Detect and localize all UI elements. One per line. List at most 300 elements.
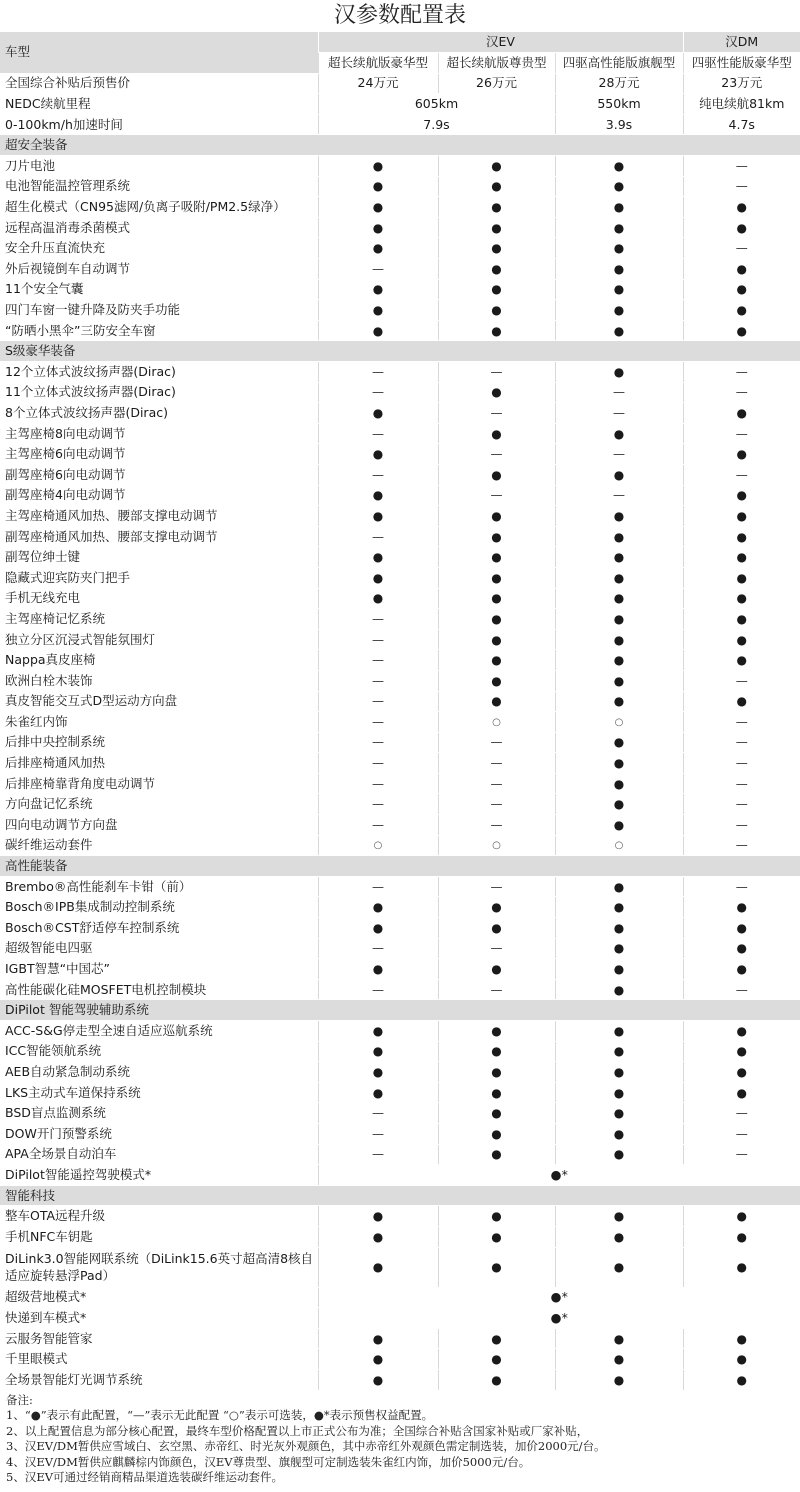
included-mark: ● xyxy=(372,1260,384,1275)
feature-name: 12个立体式波纹扬声器(Dirac) xyxy=(0,362,318,383)
included-mark: ● xyxy=(613,570,625,585)
feature-name: 副驾位绅士键 xyxy=(0,547,318,568)
not-included-mark: — xyxy=(372,735,384,750)
spec-value: 605km xyxy=(318,94,555,115)
section-row xyxy=(0,135,800,156)
included-mark: ● xyxy=(613,508,625,523)
feature-name: LKS主动式车道保持系统 xyxy=(0,1082,318,1103)
optional-mark: ○ xyxy=(614,840,624,852)
feature-name: Bosch®IPB集成制动控制系统 xyxy=(0,897,318,918)
not-included-mark: — xyxy=(372,653,384,668)
included-mark: ● xyxy=(613,282,625,297)
included-mark: ● xyxy=(736,570,747,585)
not-included-mark: — xyxy=(613,447,625,462)
included-mark: ● xyxy=(613,591,625,606)
included-mark: ● xyxy=(736,591,747,606)
included-mark: ● xyxy=(613,1126,625,1141)
not-included-mark: — xyxy=(372,673,384,688)
feature-row xyxy=(0,217,800,238)
included-mark: ● xyxy=(613,653,625,668)
feature-row xyxy=(0,753,800,774)
feature-name: 碳纤维运动套件 xyxy=(0,835,318,856)
not-included-mark: — xyxy=(372,714,384,729)
included-mark: ● xyxy=(736,1372,747,1387)
feature-name: 朱雀红内饰 xyxy=(0,712,318,733)
included-mark: ● xyxy=(372,1044,384,1059)
included-mark: ● xyxy=(491,261,502,276)
included-mark: ● xyxy=(491,653,502,668)
included-mark: ● xyxy=(736,653,747,668)
included-mark: ● xyxy=(613,179,625,194)
included-mark: ● xyxy=(736,200,747,215)
included-mark: ● xyxy=(491,632,502,647)
included-mark: ● xyxy=(491,1064,502,1079)
not-included-mark: — xyxy=(735,1147,748,1162)
feature-row xyxy=(0,567,800,588)
included-mark: ● xyxy=(491,673,502,688)
included-mark: ● xyxy=(491,508,502,523)
feature-row xyxy=(0,876,800,897)
spec-row xyxy=(0,114,800,135)
optional-mark: ○ xyxy=(373,840,383,852)
not-included-mark: — xyxy=(372,426,384,441)
spec-value: 24万元 xyxy=(318,73,438,94)
feature-row xyxy=(0,382,800,403)
included-mark: ● xyxy=(613,241,625,256)
feature-name: APA全场景自动泊车 xyxy=(0,1144,318,1165)
included-mark: ● xyxy=(372,323,384,338)
included-mark: ● xyxy=(491,426,502,441)
page-title: 汉参数配置表 xyxy=(333,3,466,28)
included-mark: ● xyxy=(491,611,502,626)
feature-name: DOW开门预警系统 xyxy=(0,1123,318,1144)
not-included-mark: — xyxy=(735,467,748,482)
feature-name: 四门车窗一键升降及防夹手功能 xyxy=(0,300,318,321)
included-mark: ● xyxy=(613,1372,625,1387)
feature-row xyxy=(0,1021,800,1042)
feature-row xyxy=(0,670,800,691)
included-mark: ● xyxy=(736,1085,747,1100)
included-mark: ● xyxy=(736,1044,747,1059)
model-header: 四驱高性能版旗舰型 xyxy=(555,53,683,74)
not-included-mark: — xyxy=(372,694,384,709)
included-mark: ● xyxy=(372,1229,384,1244)
feature-name: Bosch®CST舒适停车控制系统 xyxy=(0,918,318,939)
not-included-mark: — xyxy=(372,1106,384,1121)
spec-value: 7.9s xyxy=(318,114,555,135)
not-included-mark: — xyxy=(372,879,384,894)
section-title: S级豪华装备 xyxy=(0,341,800,362)
not-included-mark: — xyxy=(372,632,384,647)
feature-name: 11个立体式波纹扬声器(Dirac) xyxy=(0,382,318,403)
included-mark: ● xyxy=(736,405,747,420)
feature-name: 后排中央控制系统 xyxy=(0,732,318,753)
included-mark: ● xyxy=(736,962,747,977)
not-included-mark: — xyxy=(490,982,503,997)
feature-name: 副驾座椅4向电动调节 xyxy=(0,485,318,506)
feature-row xyxy=(0,1165,800,1186)
included-mark: ● xyxy=(491,920,502,935)
spec-row xyxy=(0,73,800,94)
feature-row xyxy=(0,691,800,712)
feature-row xyxy=(0,279,800,300)
included-mark: ● xyxy=(736,941,747,956)
feature-row xyxy=(0,609,800,630)
feature-row xyxy=(0,156,800,177)
included-mark: ● xyxy=(613,261,625,276)
feature-name: 副驾座椅通风加热、腰部支撑电动调节 xyxy=(0,526,318,547)
included-mark: ● xyxy=(613,323,625,338)
feature-row xyxy=(0,588,800,609)
included-mark: ● xyxy=(372,962,384,977)
included-mark: ● xyxy=(491,200,502,215)
feature-row xyxy=(0,197,800,218)
included-mark: ● xyxy=(613,962,625,977)
included-mark: ● xyxy=(736,508,747,523)
included-mark: ● xyxy=(613,200,625,215)
not-included-mark: — xyxy=(372,529,384,544)
feature-row xyxy=(0,794,800,815)
included-mark: ● xyxy=(372,488,384,503)
feature-name: 方向盘记忆系统 xyxy=(0,794,318,815)
spec-value: 23万元 xyxy=(683,73,800,94)
feature-name: 副驾座椅6向电动调节 xyxy=(0,464,318,485)
feature-name: 主驾座椅通风加热、腰部支撑电动调节 xyxy=(0,506,318,527)
feature-name: Brembo®高性能刹车卡钳（前） xyxy=(0,876,318,897)
not-included-mark: — xyxy=(490,405,503,420)
included-mark: ● xyxy=(613,1229,625,1244)
included-mark: ● xyxy=(491,303,502,318)
feature-name: AEB自动紧急制动系统 xyxy=(0,1062,318,1083)
included-mark: ● xyxy=(736,323,747,338)
feature-name: 8个立体式波纹扬声器(Dirac) xyxy=(0,403,318,424)
not-included-mark: — xyxy=(372,756,384,771)
feature-row xyxy=(0,1328,800,1349)
feature-name: 主驾座椅6向电动调节 xyxy=(0,444,318,465)
included-mark: ● xyxy=(372,405,384,420)
not-included-mark: — xyxy=(735,241,748,256)
included-mark: ● xyxy=(491,1085,502,1100)
included-mark: ● xyxy=(613,303,625,318)
not-included-mark: — xyxy=(735,797,748,812)
included-mark: ● xyxy=(736,1229,747,1244)
feature-name: 电池智能温控管理系统 xyxy=(0,176,318,197)
feature-row xyxy=(0,979,800,1000)
spec-row xyxy=(0,94,800,115)
spec-value: 3.9s xyxy=(555,114,683,135)
note-line: 1、“●”表示有此配置，“—”表示无此配置 “○”表示可选装，●*表示预售权益配置。 xyxy=(6,1408,434,1422)
group-header-ev: 汉EV xyxy=(318,32,683,53)
feature-row xyxy=(0,815,800,836)
feature-row xyxy=(0,526,800,547)
not-included-mark: — xyxy=(372,982,384,997)
included-mark: ● xyxy=(372,220,384,235)
feature-name: 11个安全气囊 xyxy=(0,279,318,300)
not-included-mark: — xyxy=(735,776,748,791)
not-included-mark: — xyxy=(613,488,625,503)
not-included-mark: — xyxy=(372,1126,384,1141)
optional-mark: ○ xyxy=(614,716,624,728)
note-line: 3、汉EV/DM暂供应雪域白、玄空黑、赤帝红、时光灰外观颜色，其中赤帝红外观颜色需定制选装，加价2000元/台。 xyxy=(6,1439,606,1453)
included-mark: ● xyxy=(491,1260,502,1275)
spec-name: NEDC续航里程 xyxy=(0,94,318,115)
feature-name: 后排座椅通风加热 xyxy=(0,753,318,774)
feature-row xyxy=(0,238,800,259)
included-mark: ● xyxy=(491,900,502,915)
not-included-mark: — xyxy=(372,1147,384,1162)
spec-value: 纯电续航81km xyxy=(683,94,800,115)
spec-name: 0-100km/h加速时间 xyxy=(0,114,318,135)
not-included-mark: — xyxy=(735,426,748,441)
optional-mark: ○ xyxy=(492,716,501,728)
not-included-mark: — xyxy=(735,879,748,894)
not-included-mark: — xyxy=(490,364,503,379)
table-header-row xyxy=(0,32,800,53)
not-included-mark: — xyxy=(372,261,384,276)
feature-row xyxy=(0,1349,800,1370)
section-title: 智能科技 xyxy=(0,1185,800,1206)
not-included-mark: — xyxy=(490,756,503,771)
included-mark: ● xyxy=(613,982,625,997)
spec-value: 4.7s xyxy=(683,114,800,135)
included-mark: ● xyxy=(372,1209,384,1224)
feature-row xyxy=(0,1062,800,1083)
feature-row xyxy=(0,835,800,856)
included-mark: ● xyxy=(613,756,625,771)
feature-row xyxy=(0,1103,800,1124)
included-mark: ● xyxy=(613,879,625,894)
feature-name: Nappa真皮座椅 xyxy=(0,650,318,671)
included-mark: ● xyxy=(491,282,502,297)
included-mark: ● xyxy=(491,179,502,194)
note-line: 4、汉EV/DM暂供应麒麟棕内饰颜色，汉EV尊贵型、旗舰型可定制选装朱雀红内饰，加价5000元/台。 xyxy=(6,1454,531,1469)
preorder-mark: ●* xyxy=(318,1287,800,1308)
feature-row xyxy=(0,423,800,444)
not-included-mark: — xyxy=(490,776,503,791)
feature-name: 手机NFC车钥匙 xyxy=(0,1226,318,1247)
included-mark: ● xyxy=(491,694,502,709)
feature-row xyxy=(0,485,800,506)
not-included-mark: — xyxy=(613,405,625,420)
feature-row xyxy=(0,959,800,980)
included-mark: ● xyxy=(613,529,625,544)
included-mark: ● xyxy=(736,900,747,915)
optional-mark: ○ xyxy=(492,840,501,852)
feature-row xyxy=(0,629,800,650)
row-label-header: 车型 xyxy=(0,32,318,73)
feature-name: ACC-S&G停走型全速自适应巡航系统 xyxy=(0,1021,318,1042)
not-included-mark: — xyxy=(735,364,748,379)
included-mark: ● xyxy=(491,1126,502,1141)
included-mark: ● xyxy=(372,1023,384,1038)
feature-name: IGBT智慧“中国芯” xyxy=(0,959,318,980)
included-mark: ● xyxy=(491,1023,502,1038)
included-mark: ● xyxy=(613,941,625,956)
included-mark: ● xyxy=(372,200,384,215)
included-mark: ● xyxy=(613,1352,625,1367)
not-included-mark: — xyxy=(735,838,748,853)
included-mark: ● xyxy=(736,1064,747,1079)
included-mark: ● xyxy=(491,385,502,400)
feature-row xyxy=(0,176,800,197)
feature-row xyxy=(0,1308,800,1329)
feature-name: 超级营地模式* xyxy=(0,1287,318,1308)
included-mark: ● xyxy=(613,920,625,935)
included-mark: ● xyxy=(736,1209,747,1224)
not-included-mark: — xyxy=(372,941,384,956)
included-mark: ● xyxy=(736,261,747,276)
included-mark: ● xyxy=(613,426,625,441)
not-included-mark: — xyxy=(490,797,503,812)
feature-name: 四向电动调节方向盘 xyxy=(0,815,318,836)
model-header: 超长续航版尊贵型 xyxy=(438,53,555,74)
feature-name: 真皮智能交互式D型运动方向盘 xyxy=(0,691,318,712)
included-mark: ● xyxy=(491,467,502,482)
not-included-mark: — xyxy=(735,982,748,997)
feature-name: 超生化模式（CN95滤网/负离子吸附/PM2.5绿净） xyxy=(0,197,318,218)
included-mark: ● xyxy=(372,1064,384,1079)
feature-name: 安全升压直流快充 xyxy=(0,238,318,259)
included-mark: ● xyxy=(613,1023,625,1038)
not-included-mark: — xyxy=(735,1126,748,1141)
included-mark: ● xyxy=(613,158,625,173)
feature-row xyxy=(0,300,800,321)
not-included-mark: — xyxy=(490,941,503,956)
model-header: 超长续航版豪华型 xyxy=(318,53,438,74)
not-included-mark: — xyxy=(735,756,748,771)
feature-row xyxy=(0,650,800,671)
not-included-mark: — xyxy=(735,1106,748,1121)
section-row xyxy=(0,341,800,362)
included-mark: ● xyxy=(491,158,502,173)
included-mark: ● xyxy=(491,1352,502,1367)
feature-row xyxy=(0,1369,800,1390)
section-row xyxy=(0,1185,800,1206)
spec-value: 550km xyxy=(555,94,683,115)
included-mark: ● xyxy=(613,1044,625,1059)
included-mark: ● xyxy=(736,488,747,503)
feature-name: 快递到车模式* xyxy=(0,1308,318,1329)
spec-value: 26万元 xyxy=(438,73,555,94)
feature-row xyxy=(0,464,800,485)
feature-name: 全场景智能灯光调节系统 xyxy=(0,1369,318,1390)
included-mark: ● xyxy=(613,1147,625,1162)
included-mark: ● xyxy=(491,1147,502,1162)
feature-name: 云服务智能管家 xyxy=(0,1328,318,1349)
notes-heading: 备注: xyxy=(6,1392,33,1407)
feature-row xyxy=(0,547,800,568)
feature-name: 整车OTA远程升级 xyxy=(0,1206,318,1227)
not-included-mark: — xyxy=(372,776,384,791)
included-mark: ● xyxy=(613,1209,625,1224)
feature-name: 独立分区沉浸式智能氛围灯 xyxy=(0,629,318,650)
feature-name: “防晒小黑伞”三防安全车窗 xyxy=(0,320,318,341)
included-mark: ● xyxy=(736,1023,747,1038)
note-line: 5、汉EV可通过经销商精品渠道选装碳纤维运动套件。 xyxy=(6,1470,284,1484)
included-mark: ● xyxy=(491,1372,502,1387)
included-mark: ● xyxy=(613,776,625,791)
config-table xyxy=(0,32,800,1391)
feature-name: 远程高温消毒杀菌模式 xyxy=(0,217,318,238)
feature-name: DiPilot智能遥控驾驶模式* xyxy=(0,1165,318,1186)
preorder-mark: ●* xyxy=(318,1165,800,1186)
not-included-mark: — xyxy=(372,817,384,832)
feature-row xyxy=(0,1206,800,1227)
included-mark: ● xyxy=(491,550,502,565)
feature-row xyxy=(0,444,800,465)
feature-row xyxy=(0,320,800,341)
included-mark: ● xyxy=(372,241,384,256)
included-mark: ● xyxy=(491,241,502,256)
section-title: 高性能装备 xyxy=(0,856,800,877)
not-included-mark: — xyxy=(735,817,748,832)
feature-row xyxy=(0,362,800,383)
included-mark: ● xyxy=(491,962,502,977)
feature-row xyxy=(0,403,800,424)
not-included-mark: — xyxy=(490,879,503,894)
included-mark: ● xyxy=(613,1106,625,1121)
section-title: DiPilot 智能驾驶辅助系统 xyxy=(0,1000,800,1021)
included-mark: ● xyxy=(613,673,625,688)
included-mark: ● xyxy=(491,1229,502,1244)
spec-name: 全国综合补贴后预售价 xyxy=(0,73,318,94)
model-header: 四驱性能版豪华型 xyxy=(683,53,800,74)
not-included-mark: — xyxy=(613,385,625,400)
notes xyxy=(0,1391,800,1486)
table-body xyxy=(0,73,800,1390)
included-mark: ● xyxy=(491,323,502,338)
included-mark: ● xyxy=(613,611,625,626)
feature-row xyxy=(0,259,800,280)
not-included-mark: — xyxy=(490,447,503,462)
not-included-mark: — xyxy=(372,364,384,379)
feature-row xyxy=(0,506,800,527)
feature-row xyxy=(0,1123,800,1144)
included-mark: ● xyxy=(491,570,502,585)
feature-name: 刀片电池 xyxy=(0,156,318,177)
not-included-mark: — xyxy=(372,467,384,482)
not-included-mark: — xyxy=(735,385,748,400)
note-line: 2、以上配置信息为部分核心配置，最终车型价格配置以上市正式公布为准；全国综合补贴含国家补贴或厂家补贴， xyxy=(6,1423,589,1438)
included-mark: ● xyxy=(491,529,502,544)
included-mark: ● xyxy=(736,550,747,565)
section-row xyxy=(0,1000,800,1021)
included-mark: ● xyxy=(613,1260,625,1275)
included-mark: ● xyxy=(613,900,625,915)
spec-value: 28万元 xyxy=(555,73,683,94)
included-mark: ● xyxy=(736,1331,747,1346)
feature-row xyxy=(0,732,800,753)
not-included-mark: — xyxy=(490,735,503,750)
included-mark: ● xyxy=(736,529,747,544)
included-mark: ● xyxy=(491,220,502,235)
included-mark: ● xyxy=(613,550,625,565)
included-mark: ● xyxy=(372,1085,384,1100)
feature-name: BSD盲点监测系统 xyxy=(0,1103,318,1124)
included-mark: ● xyxy=(372,179,384,194)
included-mark: ● xyxy=(736,632,747,647)
included-mark: ● xyxy=(613,467,625,482)
feature-row xyxy=(0,773,800,794)
feature-name: DiLink3.0智能网联系统（DiLink15.6英寸超高清8核自适应旋转悬浮Pad） xyxy=(0,1247,318,1287)
included-mark: ● xyxy=(736,220,747,235)
included-mark: ● xyxy=(736,303,747,318)
included-mark: ● xyxy=(372,591,384,606)
included-mark: ● xyxy=(372,1331,384,1346)
feature-row xyxy=(0,1287,800,1308)
included-mark: ● xyxy=(736,694,747,709)
feature-row xyxy=(0,712,800,733)
